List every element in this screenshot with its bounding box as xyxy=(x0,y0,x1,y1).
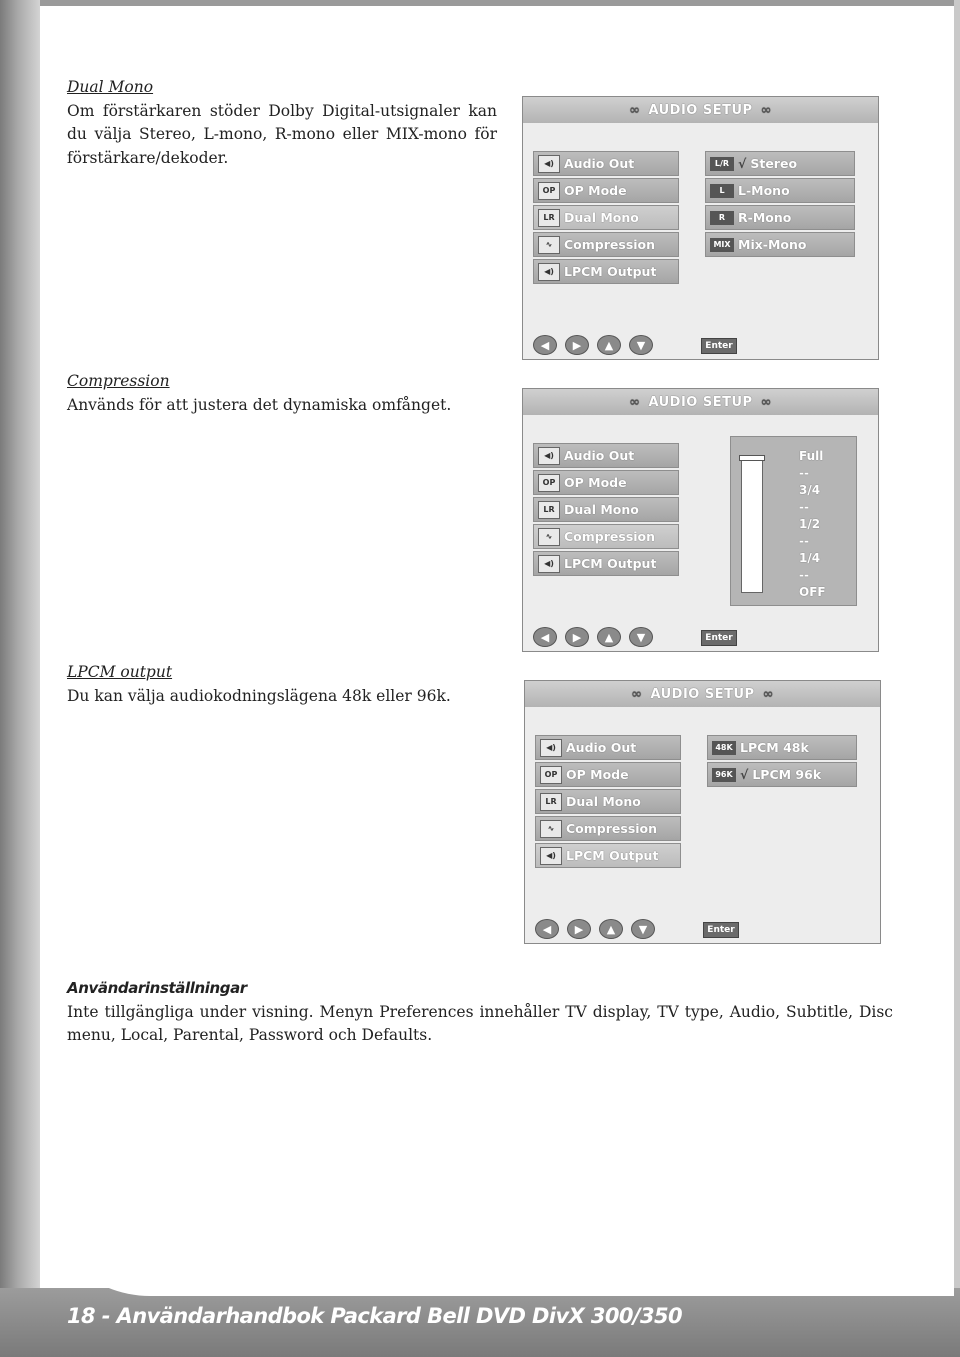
compression-level: 1/2 xyxy=(799,517,821,531)
r-speaker-icon: R xyxy=(710,211,734,225)
op-icon: OP xyxy=(538,182,560,200)
lpcm-icon: ◀) xyxy=(540,847,562,865)
user-settings-body: Inte tillgängliga under visning. Menyn Preferences innehåller TV display, TV type, Audio, Subtitle, Disc menu, Local, Parental, Password och Defaults. xyxy=(67,1002,893,1044)
dual-mono-body: Om förstärkaren stöder Dolby Digital-utsignaler kan du välja Stereo, L-mono, R-mono eller MIX-mono för förstärkare/dekoder. xyxy=(67,101,497,167)
op-icon: OP xyxy=(540,766,562,784)
lr-speaker-icon: LR xyxy=(538,501,560,519)
check-icon: √ xyxy=(738,156,747,171)
option-label: LPCM 96k xyxy=(752,767,822,782)
lr-speaker-icon: LR xyxy=(540,793,562,811)
arrow-right-icon: ▶ xyxy=(565,627,589,647)
compression-body: Används för att justera det dynamiska omfånget. xyxy=(67,395,452,414)
osd-title: AUDIO SETUP xyxy=(648,102,753,118)
menu-item-compression xyxy=(533,232,679,257)
menu-label: Audio Out xyxy=(564,156,635,171)
menu-label: Compression xyxy=(564,237,656,252)
slider-handle xyxy=(739,455,765,461)
enter-button: Enter xyxy=(701,338,737,354)
enter-button: Enter xyxy=(701,630,737,646)
menu-label: Audio Out xyxy=(566,740,637,755)
title-deco-icon: ∞ xyxy=(760,102,772,118)
menu-item-lpcm-output xyxy=(533,259,679,284)
arrow-right-icon: ▶ xyxy=(567,919,591,939)
lpcm-heading: LPCM output xyxy=(67,663,173,681)
user-settings-section xyxy=(67,977,893,1048)
title-deco-icon: ∞ xyxy=(762,686,774,702)
menu-label: Compression xyxy=(566,821,658,836)
lr-speaker-icon: LR xyxy=(538,209,560,227)
menu-label: Dual Mono xyxy=(564,210,639,225)
nav-buttons xyxy=(533,627,653,647)
title-deco-icon: ∞ xyxy=(629,102,641,118)
arrow-left-icon: ◀ xyxy=(533,335,557,355)
menu-item-audio-out xyxy=(535,735,681,760)
menu-item-compression xyxy=(533,524,679,549)
menu-label: Dual Mono xyxy=(566,794,641,809)
option-l-mono xyxy=(705,178,855,203)
option-label: R-Mono xyxy=(738,210,792,225)
lpcm-body: Du kan välja audiokodningslägena 48k eller 96k. xyxy=(67,686,451,705)
menu-item-lpcm-output xyxy=(533,551,679,576)
compression-section xyxy=(67,370,497,417)
compression-heading: Compression xyxy=(67,372,170,390)
l-speaker-icon: L xyxy=(710,184,734,198)
osd-title-bar xyxy=(523,389,878,415)
menu-label: Compression xyxy=(564,529,656,544)
footer-page-label: 18 - Användarhandbok Packard Bell DVD DivX 300/350 xyxy=(67,1304,683,1328)
option-label: Stereo xyxy=(750,156,798,171)
arrow-left-icon: ◀ xyxy=(533,627,557,647)
enter-button: Enter xyxy=(703,922,739,938)
arrow-up-icon: ▲ xyxy=(597,627,621,647)
menu-item-audio-out xyxy=(533,443,679,468)
osd-title-bar xyxy=(525,681,880,707)
lpcm-section xyxy=(67,661,497,708)
arrow-down-icon: ▼ xyxy=(631,919,655,939)
wave-icon: ∿ xyxy=(538,528,560,546)
menu-label: OP Mode xyxy=(566,767,629,782)
user-settings-heading: Användarinställningar xyxy=(67,979,247,997)
option-mix-mono xyxy=(705,232,855,257)
96k-icon: 96K xyxy=(712,768,736,782)
menu-label: OP Mode xyxy=(564,183,627,198)
lr-speaker-icon: L/R xyxy=(710,157,734,171)
menu-label: LPCM Output xyxy=(564,264,657,279)
compression-level: -- xyxy=(799,500,809,514)
nav-buttons xyxy=(533,335,653,355)
option-r-mono xyxy=(705,205,855,230)
arrow-left-icon: ◀ xyxy=(535,919,559,939)
osd-title-bar xyxy=(523,97,878,123)
osd-title: AUDIO SETUP xyxy=(650,686,755,702)
speaker-icon: ◀) xyxy=(538,155,560,173)
compression-level: OFF xyxy=(799,585,826,599)
title-deco-icon: ∞ xyxy=(631,686,643,702)
menu-item-op-mode xyxy=(533,470,679,495)
option-label: L-Mono xyxy=(738,183,790,198)
dual-mono-heading: Dual Mono xyxy=(67,78,154,96)
menu-item-lpcm-output xyxy=(535,843,681,868)
compression-panel xyxy=(730,436,857,606)
menu-item-dual-mono xyxy=(535,789,681,814)
speaker-icon: ◀) xyxy=(540,739,562,757)
arrow-up-icon: ▲ xyxy=(597,335,621,355)
option-stereo xyxy=(705,151,855,176)
wave-icon: ∿ xyxy=(538,236,560,254)
arrow-up-icon: ▲ xyxy=(599,919,623,939)
lpcm-icon: ◀) xyxy=(538,263,560,281)
option-label: LPCM 48k xyxy=(740,740,809,755)
wave-icon: ∿ xyxy=(540,820,562,838)
compression-level: -- xyxy=(799,466,809,480)
speaker-icon: ◀) xyxy=(538,447,560,465)
mix-icon: MIX xyxy=(710,238,734,252)
page-frame-left xyxy=(0,0,40,1357)
option-label: Mix-Mono xyxy=(738,237,807,252)
nav-buttons xyxy=(535,919,655,939)
menu-item-audio-out xyxy=(533,151,679,176)
compression-level: -- xyxy=(799,568,809,582)
menu-label: LPCM Output xyxy=(564,556,657,571)
compression-slider xyxy=(741,457,763,593)
osd-dual-mono-screenshot xyxy=(522,96,879,360)
check-icon: √ xyxy=(740,767,749,782)
op-icon: OP xyxy=(538,474,560,492)
dual-mono-section xyxy=(67,76,497,170)
compression-level: 3/4 xyxy=(799,483,821,497)
48k-icon: 48K xyxy=(712,741,736,755)
osd-lpcm-screenshot xyxy=(524,680,881,944)
menu-item-dual-mono xyxy=(533,497,679,522)
compression-level: -- xyxy=(799,534,809,548)
compression-level: Full xyxy=(799,449,824,463)
menu-item-dual-mono xyxy=(533,205,679,230)
osd-compression-screenshot xyxy=(522,388,879,652)
menu-label: LPCM Output xyxy=(566,848,659,863)
title-deco-icon: ∞ xyxy=(760,394,772,410)
menu-label: Dual Mono xyxy=(564,502,639,517)
osd-title: AUDIO SETUP xyxy=(648,394,753,410)
menu-item-op-mode xyxy=(533,178,679,203)
compression-level: 1/4 xyxy=(799,551,821,565)
title-deco-icon: ∞ xyxy=(629,394,641,410)
arrow-down-icon: ▼ xyxy=(629,627,653,647)
option-lpcm-48k xyxy=(707,735,857,760)
arrow-right-icon: ▶ xyxy=(565,335,589,355)
arrow-down-icon: ▼ xyxy=(629,335,653,355)
page-frame-right xyxy=(954,0,960,1357)
option-lpcm-96k xyxy=(707,762,857,787)
menu-item-op-mode xyxy=(535,762,681,787)
menu-label: OP Mode xyxy=(564,475,627,490)
menu-item-compression xyxy=(535,816,681,841)
lpcm-icon: ◀) xyxy=(538,555,560,573)
menu-label: Audio Out xyxy=(564,448,635,463)
